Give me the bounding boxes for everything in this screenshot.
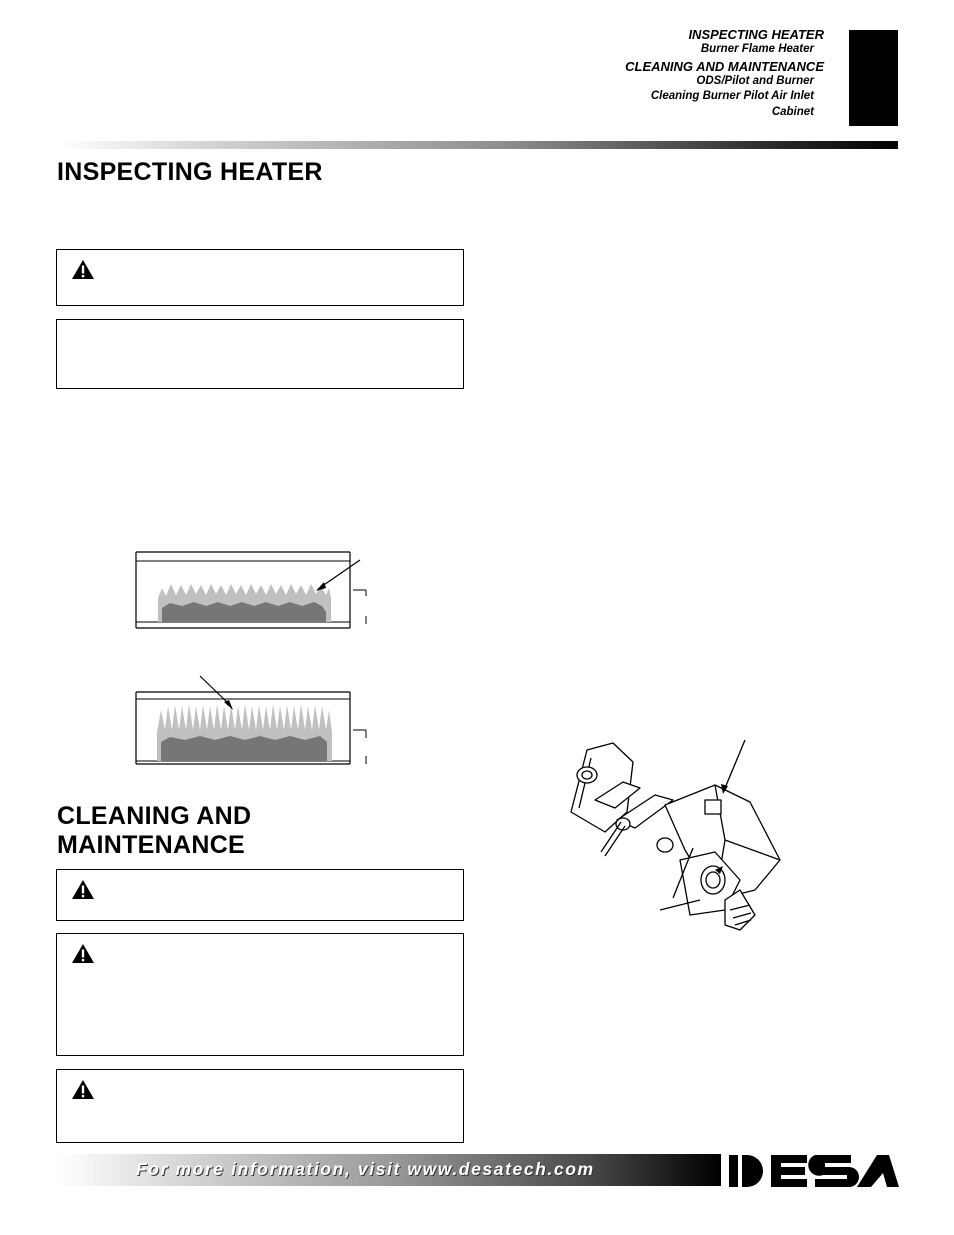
- header-toc: [625, 28, 824, 122]
- toc-item-cleaning-maintenance: CLEANING AND MAINTENANCE: [625, 58, 824, 74]
- page-tab: [849, 30, 898, 126]
- toc-item-inspecting-heater: INSPECTING HEATER: [688, 27, 824, 42]
- desa-logo-text: DESA: [727, 1151, 730, 1152]
- warning-box-3: [56, 933, 464, 1056]
- ods-pilot-illustration: [565, 740, 790, 940]
- toc-item-ods-pilot: ODS/Pilot and Burner: [696, 74, 814, 87]
- warning-triangle-icon: [71, 259, 95, 280]
- warning-box-2: [56, 869, 464, 921]
- warning-triangle-icon: [71, 879, 95, 900]
- section-title-cleaning: [57, 802, 251, 860]
- notice-box-1: [56, 319, 464, 389]
- toc-item-cleaning-air-inlet: Cleaning Burner Pilot Air Inlet: [650, 90, 814, 102]
- toc-item-cabinet: Cabinet: [771, 105, 814, 118]
- header-rule: [57, 141, 898, 149]
- flame-diagram-correct: [130, 548, 375, 638]
- section-title-cleaning-line2: MAINTENANCE: [57, 831, 246, 859]
- flame-diagram-yellow-tips: [130, 672, 375, 772]
- desa-logo: [727, 1151, 899, 1191]
- warning-triangle-icon: [71, 943, 95, 964]
- warning-triangle-icon: [71, 1079, 95, 1100]
- warning-box-1: [56, 249, 464, 306]
- section-title-inspecting: INSPECTING HEATER: [57, 158, 323, 186]
- toc-item-burner-flame: Burner Flame Heater: [700, 43, 814, 55]
- warning-box-4: [56, 1069, 464, 1143]
- footer-website-text: For more information, visit www.desatech.com: [136, 1159, 595, 1179]
- section-title-cleaning-line1: CLEANING AND: [57, 802, 252, 830]
